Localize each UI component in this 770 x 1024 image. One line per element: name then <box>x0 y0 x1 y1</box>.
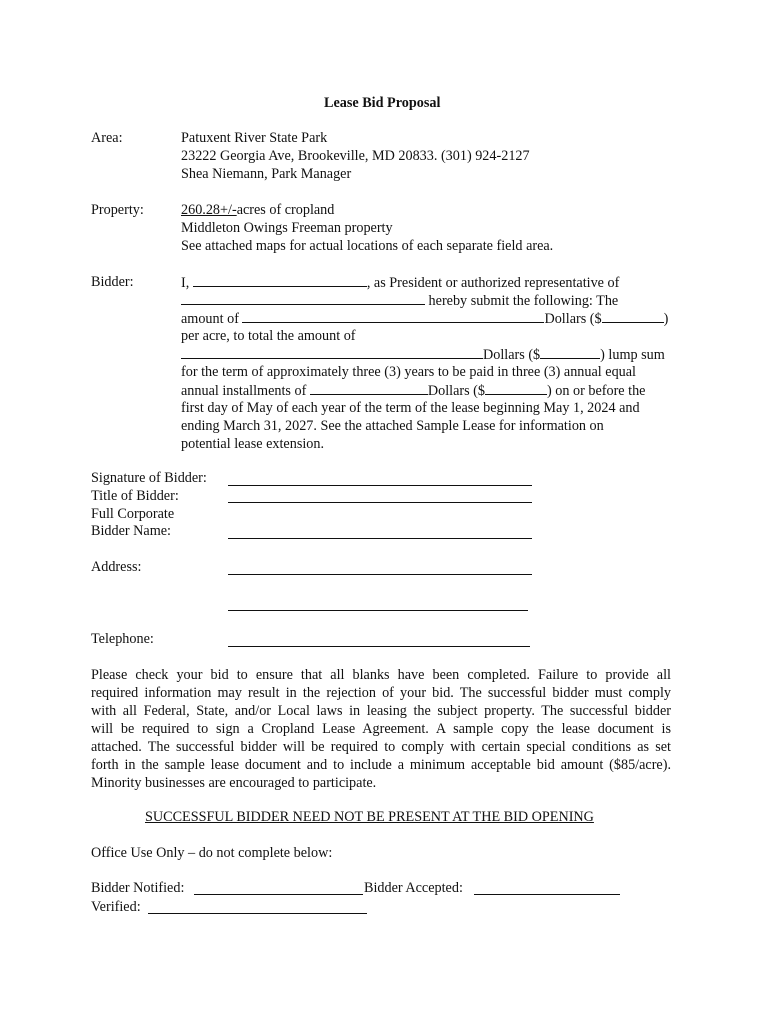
office-use-heading: Office Use Only – do not complete below: <box>91 845 333 861</box>
instructions-line: forth in the sample lease document and to include a minimum acceptable bid amount ($85/acre). <box>91 757 671 773</box>
total-words-blank[interactable] <box>181 345 483 359</box>
bidder-line-8: first day of May of each year of the term of the lease beginning May 1, 2024 and <box>181 400 640 416</box>
instructions-line: attached. The successful bidder will be required to comply with certain special conditions as set <box>91 739 671 755</box>
amount-dollars-blank[interactable] <box>602 309 664 323</box>
corporate-label-line-2: Bidder Name: <box>91 523 171 539</box>
title-field[interactable] <box>228 502 532 503</box>
bidder-text: hereby submit the following: The <box>428 293 619 309</box>
property-name: Middleton Owings Freeman property <box>181 220 393 236</box>
document-title: Lease Bid Proposal <box>324 95 441 111</box>
instructions-line: will be required to sign a Cropland Lease Agreement. A sample copy the lease document is <box>91 721 671 737</box>
corporate-name-field[interactable] <box>228 538 532 539</box>
property-label: Property: <box>91 202 144 218</box>
acreage-value: 260.28+/- <box>181 202 237 218</box>
bidder-text: Dollars ($ <box>544 311 602 327</box>
bidder-text: I, <box>181 275 190 291</box>
telephone-label: Telephone: <box>91 631 154 647</box>
address-field-line-1[interactable] <box>228 574 532 575</box>
bidder-line-4: per acre, to total the amount of <box>181 328 356 344</box>
bidder-name-blank[interactable] <box>193 273 367 287</box>
bidder-notified-label: Bidder Notified: <box>91 880 185 896</box>
area-label: Area: <box>91 130 123 146</box>
company-name-blank[interactable] <box>181 291 425 305</box>
bidder-line-5 <box>181 345 665 364</box>
instructions-line: required information may result in the rejection of your bid. The successful bidder must comply <box>91 685 671 701</box>
bid-opening-notice: SUCCESSFUL BIDDER NEED NOT BE PRESENT AT THE BID OPENING <box>145 809 594 825</box>
verified-label: Verified: <box>91 899 141 915</box>
bidder-line-6: for the term of approximately three (3) years to be paid in three (3) annual equal <box>181 364 636 380</box>
verified-field[interactable] <box>148 913 367 914</box>
bidder-line-9: ending March 31, 2027. See the attached Sample Lease for information on <box>181 418 604 434</box>
area-address: 23222 Georgia Ave, Brookeville, MD 20833. (301) 924-2127 <box>181 148 530 164</box>
address-label: Address: <box>91 559 142 575</box>
bidder-text: ) <box>663 311 669 327</box>
bidder-line-10: potential lease extension. <box>181 436 325 452</box>
telephone-field[interactable] <box>228 646 530 647</box>
area-park-name: Patuxent River State Park <box>181 130 328 146</box>
property-maps-note: See attached maps for actual locations of each separate field area. <box>181 238 554 254</box>
bidder-text: ) lump sum <box>600 347 665 363</box>
total-dollars-blank[interactable] <box>540 345 600 359</box>
bidder-text: Dollars ($ <box>427 383 485 399</box>
instructions-paragraph <box>91 666 671 792</box>
bidder-line-7 <box>181 381 645 400</box>
bidder-line-2 <box>181 291 618 310</box>
title-label: Title of Bidder: <box>91 488 179 504</box>
signature-label: Signature of Bidder: <box>91 470 207 486</box>
instructions-line: Please check your bid to ensure that all blanks have been completed. Failure to provide all <box>91 667 671 683</box>
instructions-line: with all Federal, State, and/or Local laws in leasing the subject property. The successful bidder <box>91 703 671 719</box>
installment-dollars-blank[interactable] <box>485 381 547 395</box>
instructions-line: Minority businesses are encouraged to participate. <box>91 775 377 791</box>
bidder-text: , as President or authorized representative of <box>366 275 620 291</box>
bidder-label: Bidder: <box>91 274 134 290</box>
bidder-text: Dollars ($ <box>483 347 541 363</box>
bidder-line-1 <box>181 273 619 292</box>
property-acreage <box>181 201 334 219</box>
signature-field[interactable] <box>228 485 532 486</box>
installment-words-blank[interactable] <box>310 381 428 395</box>
bidder-text: annual installments of <box>181 383 307 399</box>
amount-words-blank[interactable] <box>242 309 544 323</box>
bidder-notified-field[interactable] <box>194 894 363 895</box>
acreage-text: acres of cropland <box>236 202 335 218</box>
area-manager: Shea Niemann, Park Manager <box>181 166 352 182</box>
bidder-accepted-field[interactable] <box>474 894 620 895</box>
bidder-text: amount of <box>181 311 239 327</box>
bidder-text: ) on or before the <box>547 383 646 399</box>
bidder-accepted-label: Bidder Accepted: <box>364 880 463 896</box>
bidder-line-3 <box>181 309 668 328</box>
corporate-label-line-1: Full Corporate <box>91 506 175 522</box>
address-field-line-2[interactable] <box>228 610 528 611</box>
